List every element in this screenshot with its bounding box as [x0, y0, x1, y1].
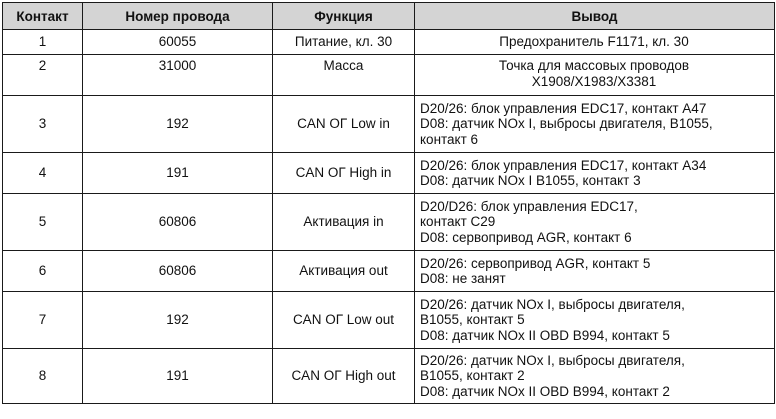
cell-output: [415, 153, 775, 194]
cell-wire-number: 191: [83, 349, 273, 404]
cell-function: CAN ОГ Low out: [273, 292, 415, 349]
output-line: контакт 6: [420, 131, 479, 147]
cell-wire-number: 60806: [83, 251, 273, 292]
table-row: [3, 30, 775, 55]
cell-output: [415, 96, 775, 153]
header-function: Функция: [273, 3, 415, 30]
output-line: B1055, контакт 5: [420, 312, 525, 328]
header-output: Вывод: [415, 3, 775, 30]
output-line: D20/D26: блок управления EDC17,: [420, 198, 638, 214]
table-row: [3, 96, 775, 153]
cell-output: [415, 251, 775, 292]
table-row: [3, 292, 775, 349]
cell-wire-number: 60806: [83, 194, 273, 251]
output-line: D20/26: датчик NOx I, выбросы двигателя,: [420, 296, 685, 312]
cell-function: Питание, кл. 30: [273, 30, 415, 55]
cell-function: Активация out: [273, 251, 415, 292]
table-row: [3, 153, 775, 194]
cell-wire-number: 191: [83, 153, 273, 194]
table-row: [3, 349, 775, 404]
output-line: D08: датчик NOx I, выбросы двигателя, B1055,: [420, 116, 713, 132]
output-line: D20/26: блок управления EDC17, контакт A47: [420, 100, 707, 116]
header-wire-number: Номер провода: [83, 3, 273, 30]
cell-function: CAN ОГ Low in: [273, 96, 415, 153]
output-line: D20/26: датчик NOx I, выбросы двигателя,: [420, 352, 685, 368]
table-row: [3, 55, 775, 96]
cell-output: [415, 292, 775, 349]
output-line: D20/26: сервопривод AGR, контакт 5: [420, 255, 651, 271]
header-contact: Контакт: [3, 3, 83, 30]
output-line: X1908/X1983/X3381: [531, 73, 657, 89]
cell-wire-number: 192: [83, 96, 273, 153]
cell-wire-number: 31000: [83, 55, 273, 96]
cell-function: CAN ОГ High out: [273, 349, 415, 404]
pin-table-container: [2, 2, 775, 404]
cell-contact: 3: [3, 96, 83, 153]
output-line: D20/26: блок управления EDC17, контакт A34: [420, 157, 707, 173]
output-line: D08: датчик NOx I B1055, контакт 3: [420, 173, 641, 188]
output-line: Точка для массовых проводов: [498, 58, 690, 73]
cell-contact: 6: [3, 251, 83, 292]
pin-assignment-table: [2, 2, 775, 404]
cell-contact: 7: [3, 292, 83, 349]
table-row: [3, 251, 775, 292]
cell-contact: 5: [3, 194, 83, 251]
cell-output: [415, 349, 775, 404]
output-line: D08: датчик NOx II OBD B994, контакт 5: [420, 327, 670, 343]
output-line: D08: датчик NOx II OBD B994, контакт 2: [420, 383, 670, 399]
table-row: [3, 194, 775, 251]
output-line: Предохранитель F1171, кл. 30: [499, 34, 689, 50]
cell-function: CAN ОГ High in: [273, 153, 415, 194]
cell-output: [415, 194, 775, 251]
cell-contact: 8: [3, 349, 83, 404]
table-header-row: [3, 3, 775, 30]
output-line: контакт C29: [420, 214, 496, 230]
cell-contact: 4: [3, 153, 83, 194]
cell-contact: 1: [3, 30, 83, 55]
cell-function: Активация in: [273, 194, 415, 251]
cell-wire-number: 60055: [83, 30, 273, 55]
cell-output: [415, 30, 775, 55]
output-line: B1055, контакт 2: [420, 368, 525, 384]
output-line: D08: не занят: [420, 271, 506, 286]
cell-contact: 2: [3, 55, 83, 96]
cell-wire-number: 192: [83, 292, 273, 349]
cell-output: [415, 55, 775, 96]
output-line: D08: сервопривод AGR, контакт 6: [420, 229, 632, 245]
cell-function: Масса: [273, 55, 415, 96]
